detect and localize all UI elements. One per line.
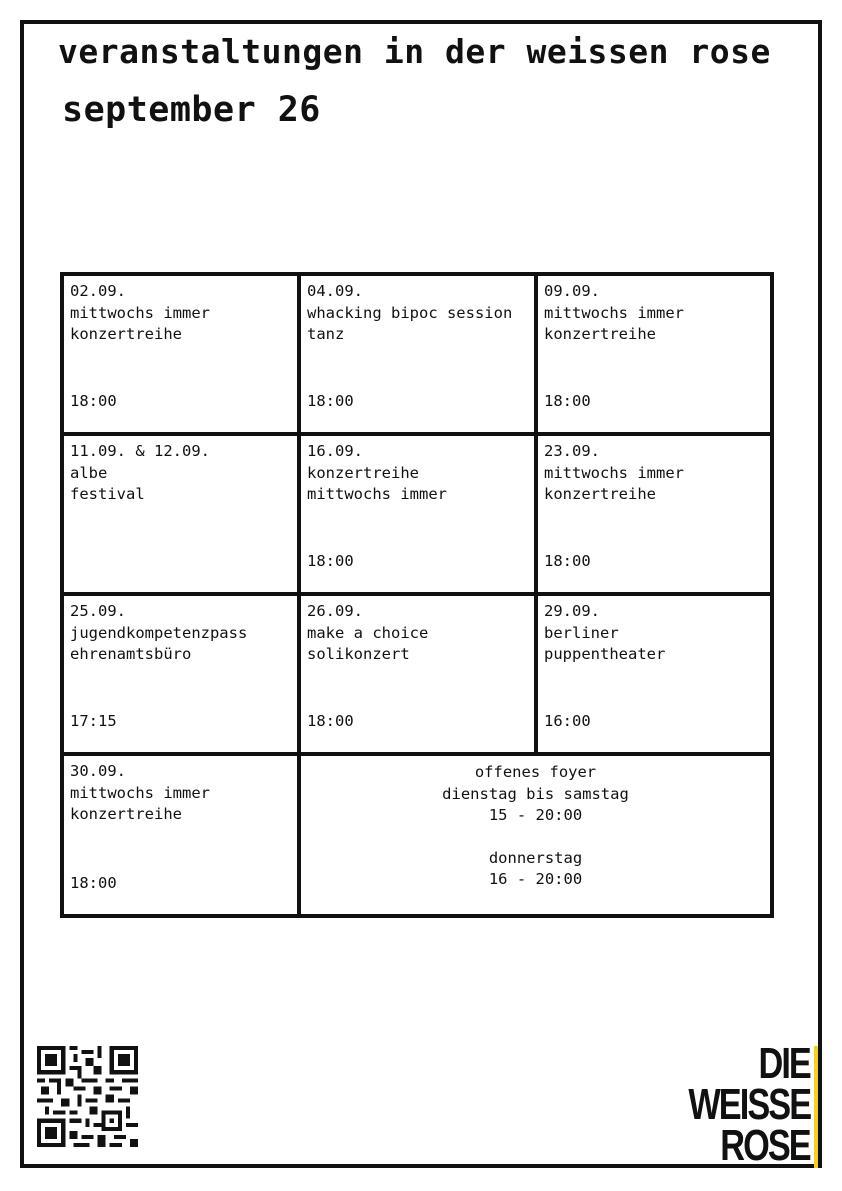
event-time: 18:00: [307, 391, 354, 410]
page-subtitle: september 26: [62, 90, 321, 130]
event-cell: [534, 592, 774, 756]
event-date: 11.09. & 12.09.: [70, 442, 210, 460]
event-time: 18:00: [70, 873, 117, 892]
logo-line: DIE: [758, 1039, 810, 1088]
event-date: 26.09.: [307, 602, 363, 620]
event-line: tanz: [307, 325, 345, 343]
event-time: 18:00: [307, 711, 354, 730]
event-cell: [60, 592, 301, 756]
event-line: mittwochs immer: [307, 485, 447, 503]
foyer-title: offenes foyer: [474, 763, 597, 781]
event-time: 18:00: [544, 391, 591, 410]
qr-code-icon[interactable]: [37, 1046, 138, 1147]
event-line: jugendkompetenzpass: [70, 623, 248, 642]
event-line: mittwochs immer: [544, 303, 684, 322]
event-line: konzertreihe: [70, 325, 182, 343]
event-cell: [297, 272, 538, 436]
event-line: konzertreihe: [307, 463, 419, 482]
event-line: puppentheater: [544, 645, 666, 663]
event-date: 23.09.: [544, 442, 600, 460]
logo-accent-bar: [814, 1046, 818, 1168]
event-line: mittwochs immer: [70, 783, 210, 802]
event-time: 16:00: [544, 711, 591, 730]
event-calendar: [60, 272, 774, 918]
die-weisse-rose-logo: [688, 1039, 818, 1170]
event-line: berliner: [544, 623, 619, 642]
event-date: 30.09.: [70, 762, 126, 780]
foyer-days: dienstag bis samstag: [442, 784, 629, 803]
logo-line: ROSE: [720, 1121, 810, 1170]
event-cell: [60, 432, 301, 596]
event-time: 17:15: [70, 711, 117, 730]
event-cell: [60, 752, 301, 918]
event-line: solikonzert: [307, 645, 410, 663]
event-line: whacking bipoc session: [307, 303, 513, 322]
event-time: 18:00: [307, 551, 354, 570]
event-line: konzertreihe: [544, 325, 656, 343]
event-line: make a choice: [307, 623, 429, 642]
event-cell: [60, 272, 301, 436]
event-date: 09.09.: [544, 282, 600, 300]
foyer-hours-range: 15 - 20:00: [488, 806, 583, 824]
logo-line: WEISSE: [688, 1080, 810, 1129]
event-date: 02.09.: [70, 282, 126, 300]
event-line: festival: [70, 485, 145, 503]
event-line: konzertreihe: [544, 485, 656, 503]
event-line: mittwochs immer: [70, 303, 210, 322]
event-cell: [297, 592, 538, 756]
foyer-hours-range: 16 - 20:00: [488, 870, 583, 888]
page-title: veranstaltungen in der weissen rose: [58, 32, 771, 71]
foyer-day: donnerstag: [488, 848, 583, 867]
event-time: 18:00: [544, 551, 591, 570]
event-date: 29.09.: [544, 602, 600, 620]
event-date: 04.09.: [307, 282, 363, 300]
event-date: 25.09.: [70, 602, 126, 620]
spacer: [307, 827, 764, 848]
event-line: albe: [70, 463, 108, 482]
event-line: mittwochs immer: [544, 463, 684, 482]
event-cell: [297, 432, 538, 596]
event-time: 18:00: [70, 391, 117, 410]
event-line: ehrenamtsbüro: [70, 645, 192, 663]
event-cell: [534, 432, 774, 596]
event-date: 16.09.: [307, 442, 363, 460]
foyer-hours: [297, 752, 774, 918]
event-cell: [534, 272, 774, 436]
event-line: konzertreihe: [70, 805, 182, 823]
